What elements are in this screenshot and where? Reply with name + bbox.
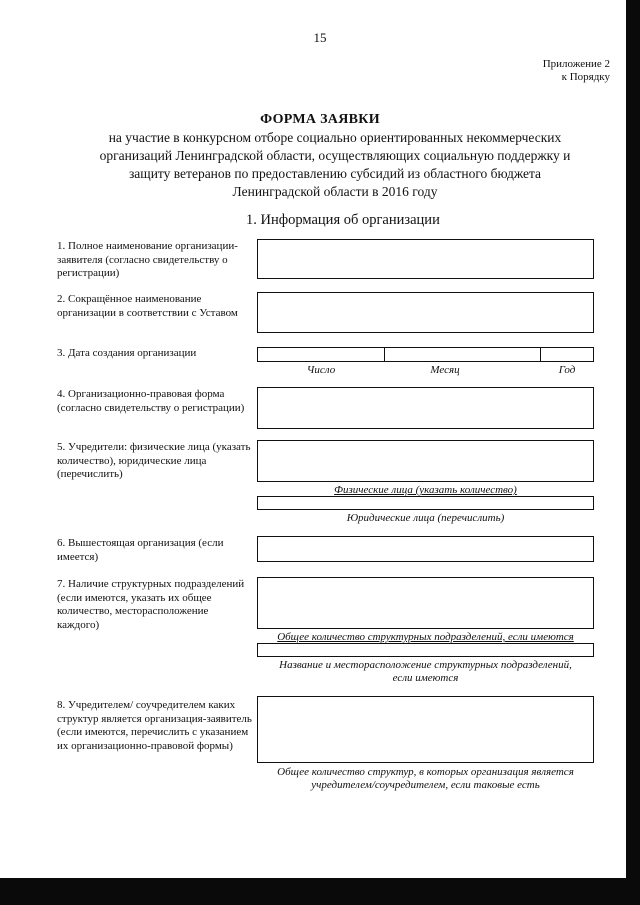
founded-structures-caption: Общее количество структур, в которых организация является учредителем/соучредителем, если таковые есть xyxy=(277,766,574,791)
scan-right-border xyxy=(626,0,640,905)
full-name-input[interactable] xyxy=(257,239,594,279)
appendix-line-1: Приложение 2 xyxy=(542,58,610,70)
field-3-label: 3. Дата создания организации xyxy=(57,347,197,359)
date-day-cell[interactable] xyxy=(258,348,385,361)
founders-legal-input[interactable] xyxy=(257,496,594,510)
date-month-cell[interactable] xyxy=(384,348,541,361)
subtitle-line-4: Ленинградской области в 2016 году xyxy=(232,184,438,199)
legal-form-input[interactable] xyxy=(257,387,594,429)
founders-physical-input[interactable] xyxy=(257,440,594,482)
form-subtitle xyxy=(50,129,620,201)
date-month-caption: Месяц xyxy=(430,364,460,376)
field-7-label: 7. Наличие структурных подразделений (если имеются, указать их общее количество, месторасположение каждого) xyxy=(57,578,245,631)
subdivisions-count-input[interactable] xyxy=(257,577,594,629)
subdivisions-names-input[interactable] xyxy=(257,643,594,657)
subdivisions-count-caption: Общее количество структурных подразделений, если имеются xyxy=(277,631,574,643)
page-number: 15 xyxy=(313,30,327,45)
subtitle-line-1: на участие в конкурсном отборе социально ориентированных некоммерческих xyxy=(108,130,562,145)
field-5-label: 5. Учредители: физические лица (указать количество), юридические лица (перечислить) xyxy=(57,441,251,480)
founders-physical-caption: Физические лица (указать количество) xyxy=(334,484,517,496)
section-heading: 1. Информация об организации xyxy=(246,212,440,228)
scan-bottom-border xyxy=(0,878,640,905)
subtitle-line-3: защиту ветеранов по предоставлению субсидий из областного бюджета xyxy=(128,166,542,181)
short-name-input[interactable] xyxy=(257,292,594,333)
parent-organization-input[interactable] xyxy=(257,536,594,562)
date-year-caption: Год xyxy=(558,364,576,376)
date-day-caption: Число xyxy=(306,364,336,376)
field-1-label: 1. Полное наименование организации-заявителя (согласно свидетельству о регистрации) xyxy=(57,240,238,279)
field-8-label: 8. Учредителем/ соучредителем каких структур является организация-заявитель (если имеются, перечислить с указанием их организационно-правовой формы) xyxy=(57,699,252,752)
field-4-label: 4. Организационно-правовая форма (согласно свидетельству о регистрации) xyxy=(57,388,245,414)
subdivisions-names-caption: Название и месторасположение структурных подразделений, если имеются xyxy=(279,659,572,684)
field-6-label: 6. Вышестоящая организация (если имеется) xyxy=(57,537,224,563)
appendix-reference xyxy=(543,58,610,84)
field-2-label: 2. Сокращённое наименование организации в соответствии с Уставом xyxy=(57,293,238,319)
founded-structures-input[interactable] xyxy=(257,696,594,763)
subtitle-line-2: организаций Ленинградской области, осуществляющих социальную поддержку и xyxy=(99,148,571,163)
founders-legal-caption: Юридические лица (перечислить) xyxy=(346,512,505,524)
appendix-line-2: к Порядку xyxy=(561,71,610,83)
creation-date-input[interactable] xyxy=(257,347,594,362)
form-title: ФОРМА ЗАЯВКИ xyxy=(260,112,380,127)
